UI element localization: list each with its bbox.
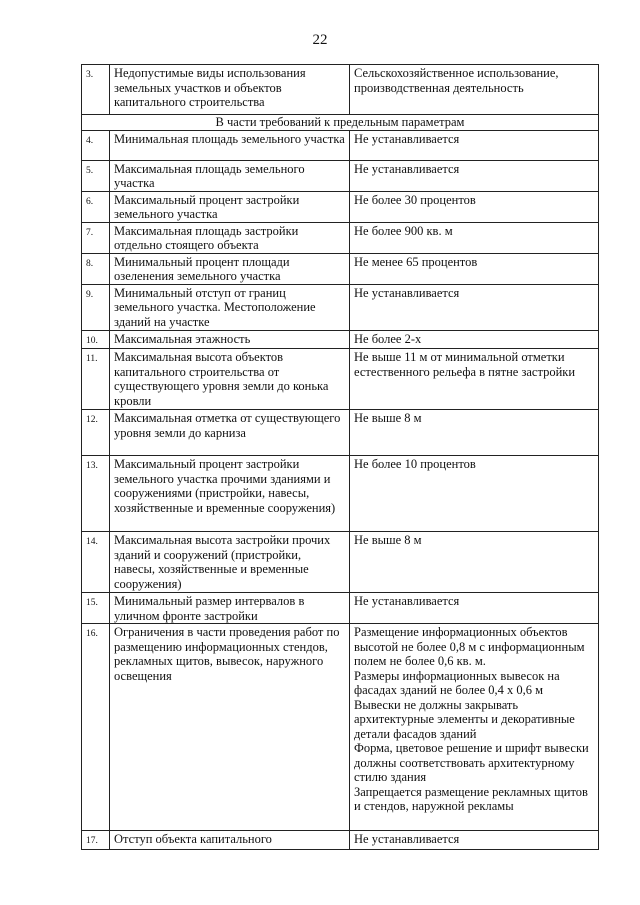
parameter-cell: Максимальная высота объектов капитального строительства от существующего уровня земли до конька кровли [110,349,350,410]
row-number: 15. [82,593,110,624]
value-cell: Не устанавливается [350,284,599,330]
table-row [82,130,599,160]
value-cell: Не менее 65 процентов [350,253,599,284]
row-number: 12. [82,410,110,456]
value-cell: Не более 30 процентов [350,191,599,222]
table-row [82,349,599,410]
parameter-cell: Максимальная высота застройки прочих зданий и сооружений (пристройки, навесы, хозяйственные и временные сооружения) [110,532,350,593]
parameter-cell: Минимальный размер интервалов в уличном фронте застройки [110,593,350,624]
parameter-cell: Минимальный отступ от границ земельного участка. Местоположение зданий на участке [110,284,350,330]
table-row [82,191,599,222]
row-number: 11. [82,349,110,410]
table-row [82,65,599,115]
row-number: 4. [82,130,110,160]
parameter-cell: Максимальная этажность [110,330,350,349]
parameter-cell: Отступ объекта капитального [110,831,350,850]
row-number: 5. [82,160,110,191]
value-cell: Не устанавливается [350,593,599,624]
row-number: 7. [82,222,110,253]
table-row [82,222,599,253]
value-cell: Не устанавливается [350,831,599,850]
row-number: 9. [82,284,110,330]
value-cell: Не более 10 процентов [350,456,599,532]
parameter-cell: Максимальный процент застройки земельного участка [110,191,350,222]
table-row [82,160,599,191]
value-cell: Не выше 11 м от минимальной отметки естественного рельефа в пятне застройки [350,349,599,410]
table-row [82,831,599,850]
parameter-cell: Максимальная отметка от существующего уровня земли до карниза [110,410,350,456]
table-row [82,456,599,532]
row-number: 17. [82,831,110,850]
parameter-cell: Ограничения в части проведения работ по размещению информационных стендов, рекламных щитов, вывесок, наружного освещения [110,624,350,831]
section-heading: В части требований к предельным параметрам [82,115,599,131]
value-cell: Размещение информационных объектов высотой не более 0,8 м с информационным полем не более 0,6 кв. м. Размеры информационных вывесок на фасадах зданий не более 0,4 х 0,6 м Вывески не должны закрывать архитектурные элементы и декоративные детали фасадов зданий Форма, цветовое решение и шрифт вывески должны соответствовать архитектурному стилю здания Запрещается размещение рекламных щитов и стендов, наружной рекламы [350,624,599,831]
table-row [82,624,599,831]
row-number: 8. [82,253,110,284]
value-cell: Не устанавливается [350,130,599,160]
row-number: 6. [82,191,110,222]
parameter-cell: Минимальная площадь земельного участка [110,130,350,160]
parameter-cell: Максимальный процент застройки земельного участка прочими зданиями и сооружениями (пристройки, навесы, хозяйственные и временные сооружения) [110,456,350,532]
page-number: 22 [312,32,328,48]
table-row [82,593,599,624]
parameter-cell: Максимальная площадь земельного участка [110,160,350,191]
parameters-table [81,64,599,850]
row-number: 13. [82,456,110,532]
row-number: 10. [82,330,110,349]
table-row [82,284,599,330]
value-cell: Не более 2-х [350,330,599,349]
table-row [82,532,599,593]
table-row [82,410,599,456]
row-number: 16. [82,624,110,831]
table-row [82,330,599,349]
parameter-cell: Недопустимые виды использования земельных участков и объектов капитального строительства [110,65,350,115]
value-cell: Не устанавливается [350,160,599,191]
value-cell: Не выше 8 м [350,410,599,456]
value-cell: Сельскохозяйственное использование, производственная деятельность [350,65,599,115]
section-row [82,115,599,131]
row-number: 3. [82,65,110,115]
value-cell: Не выше 8 м [350,532,599,593]
parameter-cell: Максимальная площадь застройки отдельно стоящего объекта [110,222,350,253]
value-cell: Не более 900 кв. м [350,222,599,253]
table-row [82,253,599,284]
parameter-cell: Минимальный процент площади озеленения земельного участка [110,253,350,284]
row-number: 14. [82,532,110,593]
